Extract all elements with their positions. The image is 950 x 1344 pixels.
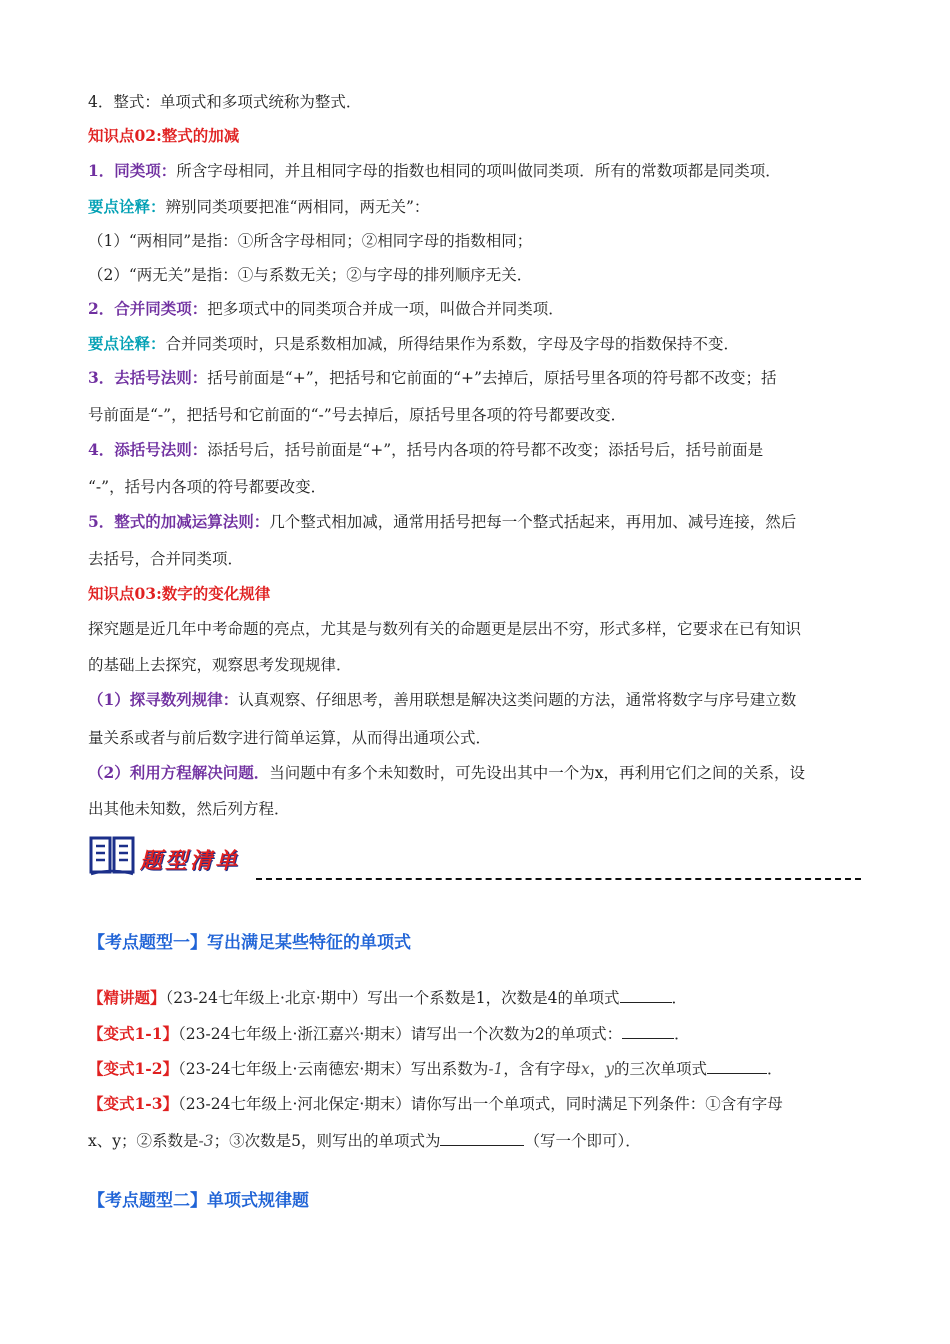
banner-title: 题型清单 <box>140 848 241 874</box>
text-line: 的基础上去探究，观察思考发现规律． <box>88 656 352 674</box>
text-line: 3．去括号法则：括号前面是“+”，把括号和它前面的“+”去掉后，原括号里各项的符号都不改变；括 <box>88 368 777 387</box>
text-line: 5．整式的加减运算法则：几个整式相加减，通常用括号把每一个整式括起来，再用加、减号连接，然后 <box>88 512 797 531</box>
text-line: （2）“两无关”是指：①与系数无关；②与字母的排列顺序无关． <box>88 266 533 284</box>
section-banner <box>88 832 863 882</box>
text-line: （2）利用方程解决问题．当问题中有多个未知数时，可先设出其中一个为x，再利用它们之间的关系，设 <box>88 763 806 782</box>
answer-blank[interactable] <box>707 1059 767 1074</box>
text-line: 要点诠释：合并同类项时，只是系数相加减，所得结果作为系数，字母及字母的指数保持不变． <box>88 334 740 353</box>
question-item: 【变式1-1】（23-24七年级上·浙江嘉兴·期末）请写出一个次数为2的单项式： ． <box>88 1024 690 1043</box>
banner-divider <box>256 878 861 880</box>
text-line: 要点诠释：辨别同类项要把准“两相同，两无关”： <box>88 197 430 216</box>
knowledge-point-03-heading: 知识点03:数字的变化规律 <box>88 584 271 603</box>
knowledge-point-02-heading: 知识点02:整式的加减 <box>88 126 240 145</box>
text-line: 2．合并同类项：把多项式中的同类项合并成一项，叫做合并同类项． <box>88 299 564 318</box>
question-item-continued: x、y；②系数是-3；③次数是5，则写出的单项式为 （写一个即可）． <box>88 1132 641 1150</box>
answer-blank[interactable] <box>440 1131 524 1146</box>
question-item: 【精讲题】（23-24七年级上·北京·期中）写出一个系数是1，次数是4的单项式 ． <box>88 988 688 1007</box>
text-line: 1．同类项：所含字母相同，并且相同字母的指数也相同的项叫做同类项．所有的常数项都是同类项． <box>88 161 781 180</box>
text-line: 4．整式：单项式和多项式统称为整式． <box>88 93 362 111</box>
text-line: 出其他未知数，然后列方程． <box>88 800 290 818</box>
section-title-type-1: 【考点题型一】写出满足某些特征的单项式 <box>88 933 411 953</box>
text-line: 探究题是近几年中考命题的亮点，尤其是与数列有关的命题更是层出不穷，形式多样，它要求在已有知识 <box>88 620 802 638</box>
question-item: 【变式1-3】（23-24七年级上·河北保定·期末）请你写出一个单项式，同时满足下列条件：①含有字母 <box>88 1094 783 1113</box>
text-line: 4．添括号法则：添括号后，括号前面是“+”，括号内各项的符号都不改变；添括号后，括号前面是 <box>88 440 764 459</box>
answer-blank[interactable] <box>622 1024 674 1039</box>
text-line: “-”，括号内各项的符号都要改变． <box>88 478 327 496</box>
text-line: 号前面是“-”，把括号和它前面的“-”号去掉后，原括号里各项的符号都要改变． <box>88 406 627 424</box>
text-line: 去括号，合并同类项． <box>88 550 244 568</box>
text-line: （1）“两相同”是指：①所含字母相同；②相同字母的指数相同； <box>88 232 533 250</box>
answer-blank[interactable] <box>620 988 672 1003</box>
text-line: 量关系或者与前后数字进行简单运算，从而得出通项公式． <box>88 729 492 747</box>
text-line: （1）探寻数列规律：认真观察、仔细思考，善用联想是解决这类问题的方法，通常将数字与序号建立数 <box>88 690 797 709</box>
section-title-type-2: 【考点题型二】单项式规律题 <box>88 1191 309 1211</box>
question-item: 【变式1-2】（23-24七年级上·云南德宏·期末）写出系数为-1，含有字母x，y的三次单项式 ． <box>88 1059 783 1078</box>
book-icon <box>88 832 136 880</box>
